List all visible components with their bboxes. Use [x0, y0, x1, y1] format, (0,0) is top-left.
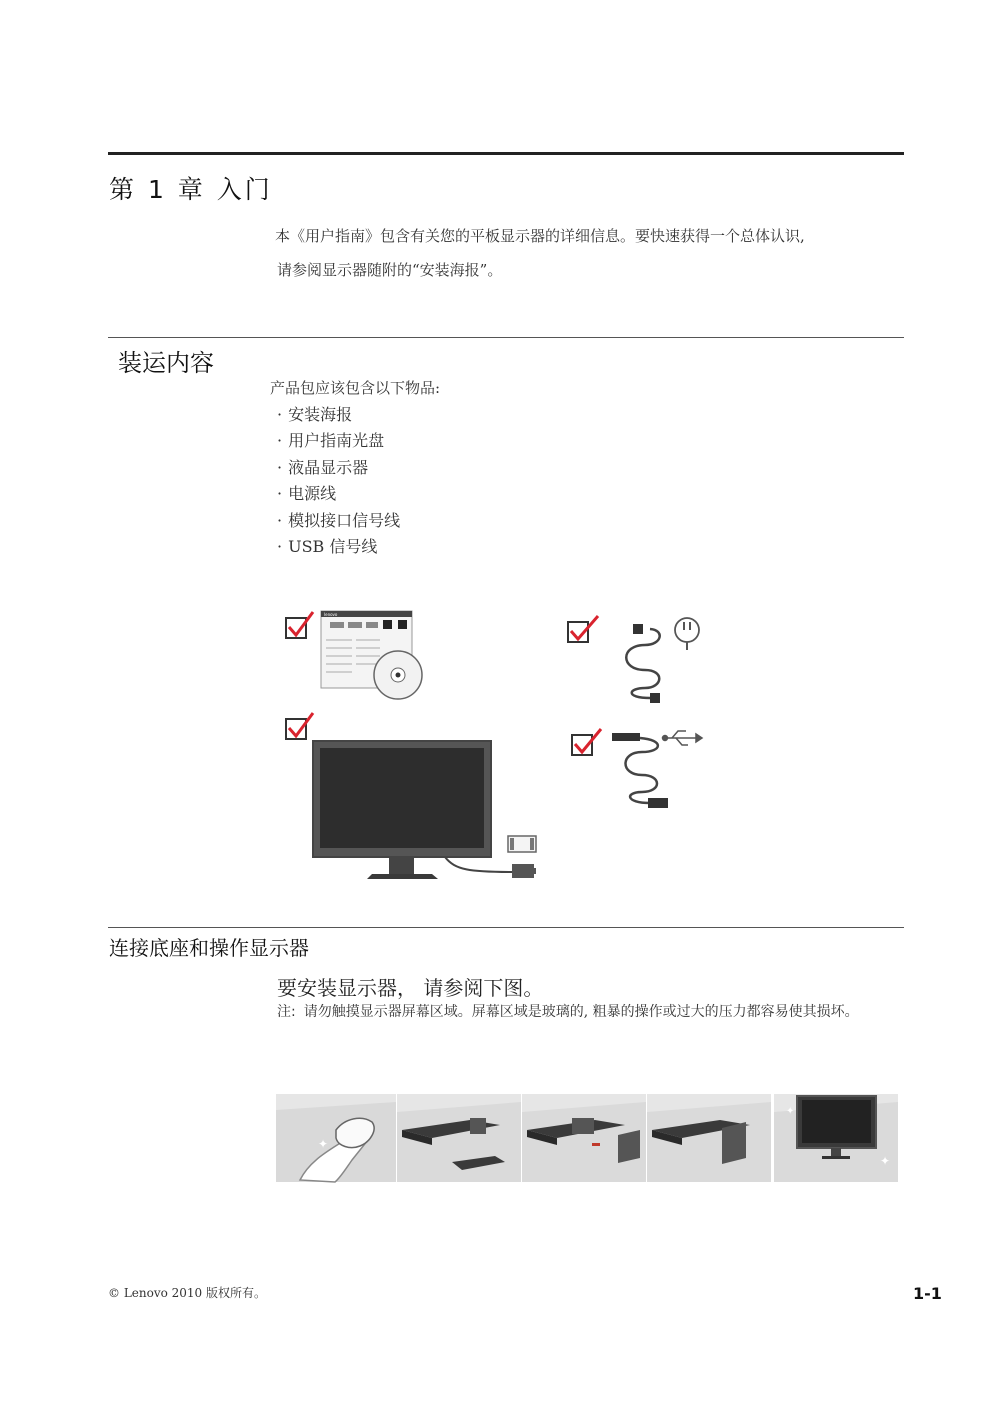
section-title-package: 装运内容 [118, 349, 214, 377]
poster-brand: lenovo [324, 612, 338, 617]
step-3-stand-image [522, 1094, 646, 1182]
note-text: 请勿触摸显示器屏幕区域。屏幕区域是玻璃的, 粗暴的操作或过大的压力都容易使其损坏。 [303, 1004, 859, 1020]
step-1-clean-image [276, 1094, 396, 1182]
list-item: · 电源线 [277, 481, 400, 507]
list-item: · 液晶显示器 [277, 455, 400, 481]
step-5-monitor-image [774, 1094, 898, 1182]
install-lead: 要安装显示器， 请参阅下图。 [277, 976, 544, 1000]
intro-line-2: 请参阅显示器随附的“安装海报”。 [277, 261, 503, 279]
list-item: · USB 信号线 [277, 534, 400, 560]
svg-text:✦: ✦ [786, 1106, 795, 1117]
svg-text:✦: ✦ [318, 1137, 329, 1151]
chapter-title: 第 1 章 入门 [109, 175, 273, 204]
note-label: 注: [277, 1004, 296, 1020]
svg-text:✦: ✦ [880, 1154, 891, 1168]
package-intro: 产品包应该包含以下物品: [270, 379, 441, 397]
step-2-base-image [397, 1094, 521, 1182]
intro-line-1: 本《用户指南》包含有关您的平板显示器的详细信息。要快速获得一个总体认识, [275, 227, 805, 245]
list-item: · 用户指南光盘 [277, 428, 400, 454]
list-item: · 安装海报 [277, 402, 400, 428]
step-4-attach-image [647, 1094, 771, 1182]
page-number: 1-1 [913, 1284, 942, 1303]
footer-copyright: © Lenovo 2010 版权所有。 [108, 1286, 267, 1300]
list-item: · 模拟接口信号线 [277, 508, 400, 534]
section-title-install: 连接底座和操作显示器 [109, 936, 309, 960]
